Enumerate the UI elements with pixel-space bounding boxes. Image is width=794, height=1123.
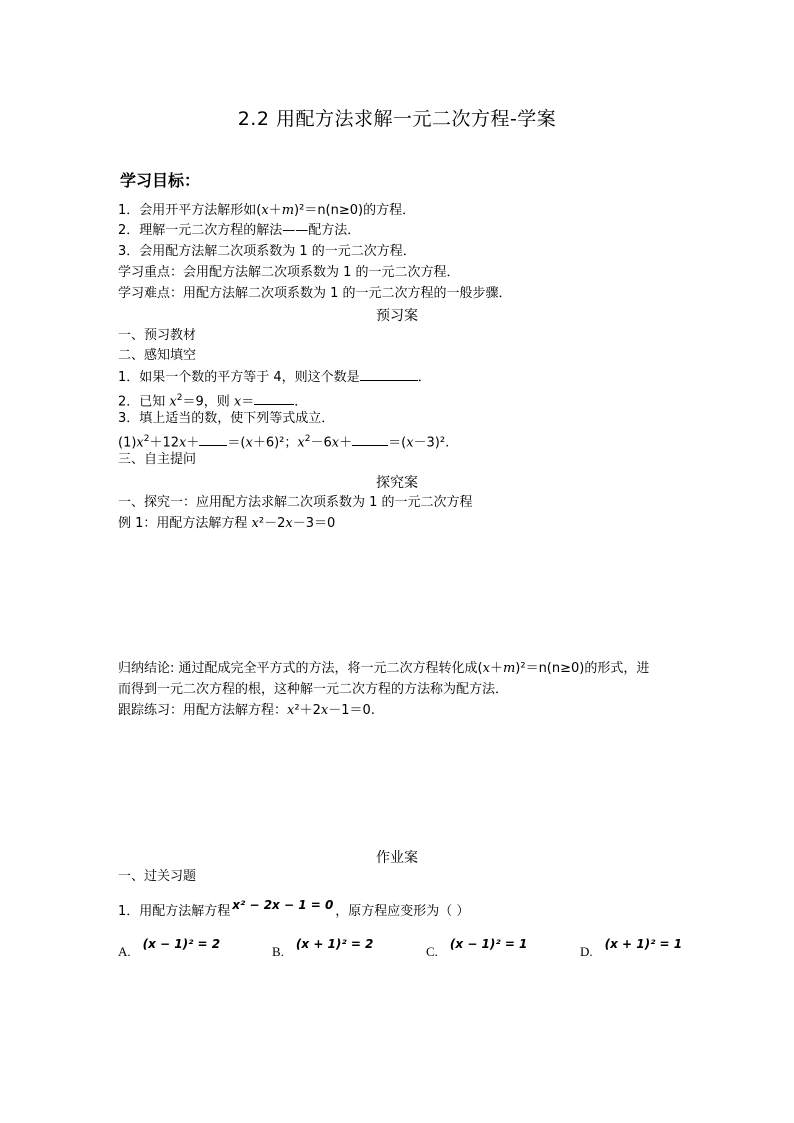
- inquiry-1: 一、探究一：应用配方法求解二次项系数为 1 的一元二次方程: [118, 495, 473, 510]
- homework-q1-equation: x² − 2x − 1 = 0: [232, 898, 334, 912]
- answer-blank[interactable]: [352, 433, 388, 446]
- q3-term: ＋12: [149, 435, 180, 451]
- preview-q2-end: ．: [294, 394, 308, 410]
- choice-d-label: D.: [580, 944, 593, 959]
- explore-heading: 探究案: [376, 475, 418, 491]
- page-title: 2.2 用配方法求解一元二次方程-学案: [237, 108, 557, 130]
- example-1-eq-a: ²－2: [258, 516, 286, 531]
- q3-eq-2: ＝(: [388, 435, 407, 451]
- var-x: x: [331, 435, 340, 451]
- var-x: x: [406, 435, 414, 451]
- tracking-eq-a: ²＋2: [294, 703, 321, 718]
- q3-eq: ＝(: [227, 435, 246, 451]
- preview-q2-mid: ＝9，则: [182, 394, 234, 410]
- homework-q1-text: 1．用配方法解方程: [118, 904, 231, 919]
- var-x: x: [482, 661, 490, 676]
- var-x: x: [245, 435, 253, 451]
- preview-section-1: 一、预习教材: [118, 328, 197, 343]
- preview-q2: [118, 389, 307, 411]
- var-m: m: [281, 203, 295, 218]
- choice-d-expression: (x + 1)² = 1: [604, 937, 683, 951]
- example-1-text: 例 1：用配方法解方程: [118, 516, 252, 531]
- goal-1-text-a: 1．会用开平方法解形如(: [118, 203, 262, 218]
- example-1: [118, 515, 335, 533]
- choice-b[interactable]: [272, 936, 374, 959]
- var-x: x: [285, 516, 293, 531]
- homework-q1: [118, 898, 470, 921]
- var-x: x: [261, 203, 269, 218]
- var-x: x: [179, 435, 187, 451]
- q3-prefix: (1): [118, 435, 137, 451]
- superscript-2: 2: [176, 393, 183, 403]
- var-x: x: [287, 703, 295, 718]
- q3-rhs-2: －3)².: [413, 435, 450, 451]
- preview-q1: [118, 368, 431, 387]
- tracking-text: 跟踪练习：用配方法解方程：: [118, 703, 288, 718]
- homework-q1-post: ，原方程应变形为（ ）: [335, 904, 470, 919]
- var-x: x: [251, 516, 259, 531]
- preview-q1-text: 1．如果一个数的平方等于 4，则这个数是: [118, 370, 360, 385]
- goal-3: 3．会用配方法解二次项系数为 1 的一元二次方程．: [118, 244, 416, 259]
- summary-line-1: [118, 660, 649, 678]
- summary-text-b: )²＝n(n≥0)的形式，进: [515, 661, 650, 676]
- homework-heading: 作业案: [376, 850, 418, 866]
- goal-1: [118, 202, 415, 220]
- var-x: x: [297, 435, 305, 451]
- choice-a-label: A.: [118, 944, 131, 959]
- preview-q3-equations: [118, 430, 449, 452]
- answer-blank[interactable]: [360, 368, 418, 381]
- q3-plus-2: ＋: [339, 435, 353, 451]
- summary-line-2: 而得到一元二次方程的根，这种解一元二次方程的方法称为配方法．: [118, 682, 509, 697]
- preview-heading: 预习案: [376, 308, 418, 324]
- tracking-exercise: [118, 702, 375, 720]
- var-x: x: [136, 435, 144, 451]
- var-x: x: [320, 703, 329, 718]
- tracking-eq-b: －1＝0.: [328, 703, 375, 718]
- choice-a-expression: (x − 1)² = 2: [142, 937, 221, 951]
- difficulty: 学习难点：用配方法解二次项系数为 1 的一元二次方程的一般步骤．: [118, 286, 512, 301]
- goal-1-text-b: )²＝n(n≥0)的方程．: [294, 203, 416, 218]
- answer-blank[interactable]: [199, 433, 227, 446]
- choice-b-label: B.: [272, 944, 284, 959]
- var-m: m: [502, 661, 516, 676]
- preview-section-3: 三、自主提问: [118, 452, 197, 467]
- choice-c[interactable]: [426, 936, 528, 959]
- q3-plus: ＋: [186, 435, 200, 451]
- preview-q2-pre: 2．已知: [118, 394, 170, 410]
- choice-b-expression: (x + 1)² = 2: [295, 937, 374, 951]
- equals-sign: ＝: [241, 394, 255, 410]
- preview-section-2: 二、感知填空: [118, 348, 197, 363]
- preview-q1-end: ．: [417, 370, 431, 385]
- q3-rhs: ＋6)²；: [252, 435, 298, 451]
- goals-heading: 学习目标：: [120, 171, 201, 190]
- answer-blank[interactable]: [254, 392, 294, 405]
- choice-a[interactable]: [118, 936, 221, 959]
- choice-c-label: C.: [426, 944, 438, 959]
- homework-section-1: 一、过关习题: [118, 869, 197, 884]
- superscript-2: 2: [143, 434, 150, 444]
- q3-term-2: －6: [310, 435, 332, 451]
- superscript-2: 2: [304, 434, 311, 444]
- choice-c-expression: (x − 1)² = 1: [449, 937, 528, 951]
- choice-d[interactable]: [580, 936, 683, 959]
- var-x: x: [169, 394, 177, 410]
- key-point: 学习重点：会用配方法解二次项系数为 1 的一元二次方程．: [118, 265, 460, 280]
- goal-2: 2．理解一元二次方程的解法——配方法．: [118, 223, 361, 238]
- preview-q3: 3．填上适当的数，使下列等式成立．: [118, 411, 335, 426]
- var-x: x: [233, 394, 242, 410]
- summary-text-a: 归纳结论: 通过配成完全平方式的方法，将一元二次方程转化成(: [118, 661, 483, 676]
- op-plus: ＋: [489, 661, 503, 676]
- example-1-eq-b: －3＝0: [292, 516, 336, 531]
- op-plus: ＋: [268, 203, 282, 218]
